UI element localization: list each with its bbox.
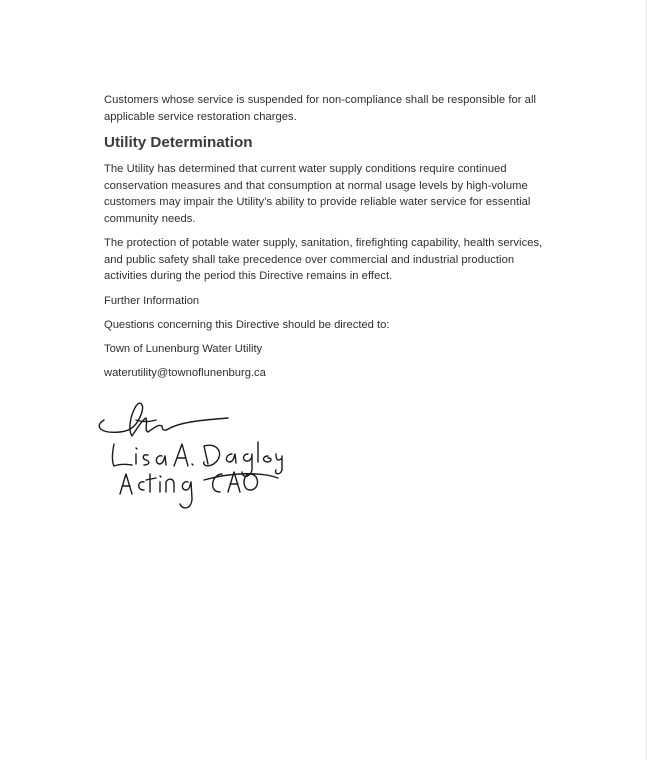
further-information-label: Further Information <box>104 294 200 307</box>
signature-scribble <box>99 403 228 436</box>
handwritten-signature <box>92 398 292 516</box>
heading-utility-determination: Utility Determination <box>104 134 253 151</box>
paragraph-restoration-charges: Customers whose service is suspended for non-compliance shall be responsible for all applicable service restoration charges. <box>104 94 537 123</box>
organization-name: Town of Lunenburg Water Utility <box>104 342 263 355</box>
document-body <box>104 92 554 389</box>
paragraph-utility-determination: The Utility has determined that current water supply conditions require continued conservation measures and that consumption at normal usage levels by high-volume customers may impair the Utility’s ability to provide reliable water service for essential community needs. <box>104 163 531 225</box>
signature-title-CAO <box>204 472 278 492</box>
signature-title-Acting <box>120 474 192 508</box>
paragraph-protection-priorities: The protection of potable water supply, sanitation, firefighting capability, health services, and public safety shall take precedence over commercial and industrial production activities during the period this Directive remains in effect. <box>104 237 543 282</box>
signature-name-isa <box>136 448 166 465</box>
questions-line: Questions concerning this Directive should be directed to: <box>104 318 390 331</box>
contact-email: waterutility@townoflunenburg.ca <box>104 366 266 379</box>
signature-name-Dagley <box>204 442 282 476</box>
signature-drawing <box>92 398 292 516</box>
signature-name-L <box>113 444 133 466</box>
signature-name-A <box>174 444 193 466</box>
